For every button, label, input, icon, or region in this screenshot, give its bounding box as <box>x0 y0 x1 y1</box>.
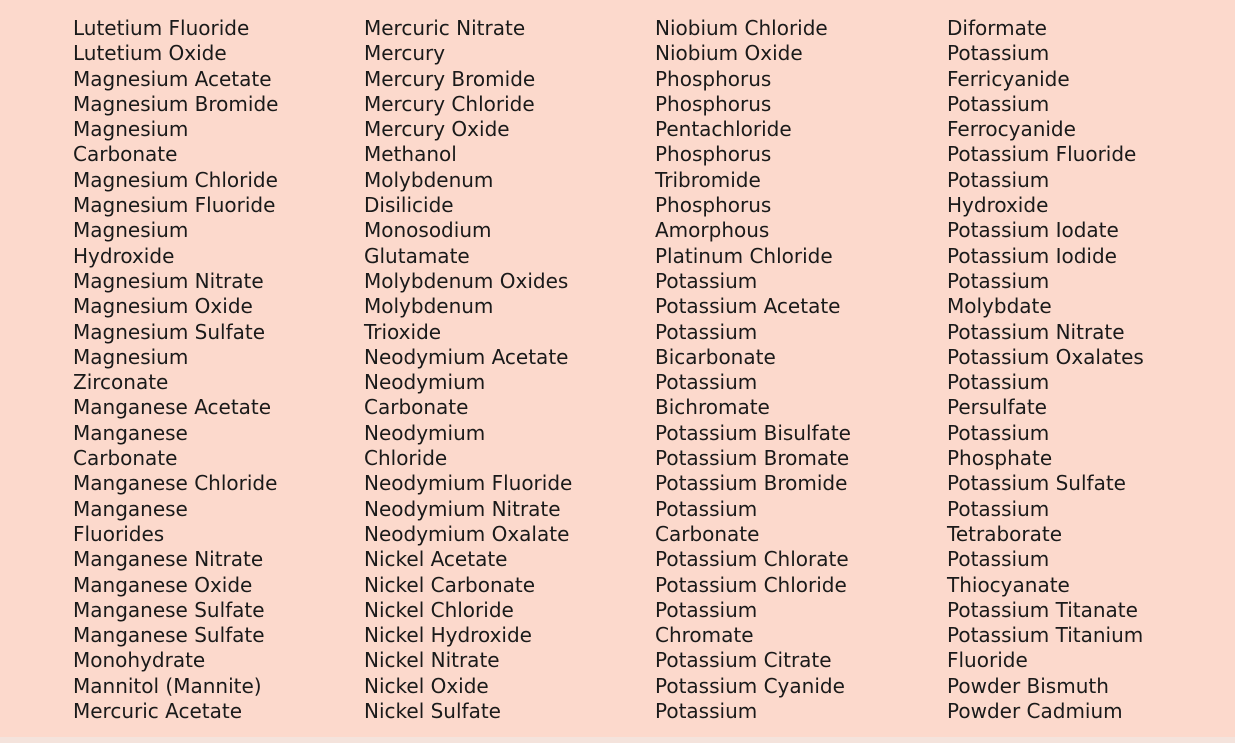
chemical-list-line: Potassium <box>947 167 1050 192</box>
chemical-list-line: Molybdate <box>947 294 1052 319</box>
chemical-list-line: Neodymium Oxalate <box>364 521 570 546</box>
chemical-list-line: Powder Cadmium <box>947 699 1123 724</box>
chemical-column-2 <box>364 16 572 724</box>
chemical-list-line: Manganese Acetate <box>73 395 272 420</box>
chemical-list-line: Potassium Chloride <box>655 572 847 597</box>
chemical-list-line: Potassium Iodide <box>947 243 1117 268</box>
chemical-list-line: Tetraborate <box>947 521 1062 546</box>
chemical-list-line: Potassium <box>947 91 1050 116</box>
chemical-list-line: Diformate <box>947 16 1047 40</box>
chemical-list-line: Potassium Oxalates <box>947 344 1144 369</box>
chemical-list-line: Magnesium <box>73 117 189 142</box>
chemical-column-3 <box>655 16 851 724</box>
chemical-list-line: Bichromate <box>655 395 770 420</box>
chemical-list-line: Fluoride <box>947 648 1028 673</box>
chemical-list-line: Zirconate <box>73 370 169 395</box>
chemical-list-line: Magnesium <box>73 218 189 243</box>
chemical-list-line: Potassium <box>655 699 758 724</box>
chemical-list-line: Ferricyanide <box>947 66 1070 91</box>
chemical-list-line: Manganese Sulfate <box>73 597 265 622</box>
chemical-list-line: Molybdenum <box>364 167 494 192</box>
chemical-list-line: Neodymium Nitrate <box>364 496 561 521</box>
chemical-list-line: Potassium Bromide <box>655 471 848 496</box>
chemical-list-line: Molybdenum <box>364 294 494 319</box>
chemical-list-line: Chromate <box>655 623 754 648</box>
chemical-list-line: Phosphorus <box>655 193 772 218</box>
chemical-list-line: Magnesium Oxide <box>73 294 253 319</box>
chemical-list-line: Potassium <box>655 496 758 521</box>
chemical-list-line: Manganese <box>73 496 188 521</box>
chemical-list-line: Manganese Chloride <box>73 471 278 496</box>
chemical-list-line: Potassium Citrate <box>655 648 832 673</box>
chemical-list-line: Mercury Bromide <box>364 66 536 91</box>
chemical-list-line: Carbonate <box>655 521 760 546</box>
chemical-list-line: Potassium <box>947 370 1050 395</box>
chemical-list-line: Magnesium Bromide <box>73 91 279 116</box>
chemical-list-line: Nickel Chloride <box>364 597 514 622</box>
chemical-list-line: Lutetium Fluoride <box>73 16 250 40</box>
chemical-list-line: Carbonate <box>73 142 178 167</box>
chemical-column-4 <box>947 16 1144 724</box>
chemical-list-line: Ferrocyanide <box>947 117 1076 142</box>
chemical-list-line: Chloride <box>364 446 448 471</box>
chemical-list-line: Molybdenum Oxides <box>364 268 569 293</box>
chemical-list-line: Amorphous <box>655 218 770 243</box>
chemical-list-line: Manganese <box>73 420 188 445</box>
chemical-list-line: Potassium <box>947 268 1050 293</box>
chemical-list-line: Magnesium Chloride <box>73 167 278 192</box>
chemical-list-line: Pentachloride <box>655 117 792 142</box>
chemical-list-line: Glutamate <box>364 243 470 268</box>
chemical-list-line: Potassium Bisulfate <box>655 420 851 445</box>
chemical-list-line: Mercuric Acetate <box>73 699 243 724</box>
chemical-list-line: Fluorides <box>73 521 165 546</box>
chemical-list-line: Thiocyanate <box>947 572 1070 597</box>
chemical-list-line: Potassium Chlorate <box>655 547 849 572</box>
chemical-list-line: Potassium <box>655 319 758 344</box>
chemical-list-line: Neodymium <box>364 420 486 445</box>
chemical-list-line: Powder Bismuth <box>947 673 1109 698</box>
chemical-list-line: Phosphorus <box>655 91 772 116</box>
chemical-list-line: Nickel Carbonate <box>364 572 536 597</box>
chemical-list-line: Potassium Iodate <box>947 218 1119 243</box>
chemical-list-line: Nickel Oxide <box>364 673 489 698</box>
chemical-list-line: Potassium Titanate <box>947 597 1138 622</box>
chemical-list-line: Neodymium <box>364 370 486 395</box>
chemical-list-line: Potassium <box>655 268 758 293</box>
chemical-list-line: Manganese Oxide <box>73 572 253 597</box>
chemical-list-line: Potassium <box>947 41 1050 66</box>
chemical-list-line: Neodymium Fluoride <box>364 471 573 496</box>
chemical-list-line: Monohydrate <box>73 648 206 673</box>
chemical-list-line: Niobium Oxide <box>655 41 803 66</box>
chemical-list-line: Magnesium <box>73 344 189 369</box>
chemical-list-line: Potassium Sulfate <box>947 471 1126 496</box>
chemical-list-line: Methanol <box>364 142 457 167</box>
chemical-list-line: Mercury Chloride <box>364 91 535 116</box>
chemical-list-line: Nickel Hydroxide <box>364 623 532 648</box>
chemical-list-line: Disilicide <box>364 193 454 218</box>
chemical-list-line: Platinum Chloride <box>655 243 833 268</box>
chemical-list-line: Magnesium Nitrate <box>73 268 264 293</box>
chemical-list-line: Potassium Cyanide <box>655 673 845 698</box>
chemical-list-line: Phosphorus <box>655 142 772 167</box>
chemical-list-line: Potassium Bromate <box>655 446 850 471</box>
chemical-list-line: Potassium <box>655 597 758 622</box>
chemical-list-line: Potassium <box>947 547 1050 572</box>
chemical-list-line: Potassium Acetate <box>655 294 841 319</box>
chemical-list-line: Nickel Sulfate <box>364 699 501 724</box>
chemical-list-line: Potassium Titanium <box>947 623 1144 648</box>
chemical-list-line: Nickel Nitrate <box>364 648 500 673</box>
chemical-list-line: Manganese Sulfate <box>73 623 265 648</box>
chemical-list-line: Potassium Fluoride <box>947 142 1137 167</box>
chemical-list-line: Carbonate <box>73 446 178 471</box>
chemical-list-line: Magnesium Acetate <box>73 66 272 91</box>
chemical-list-line: Trioxide <box>364 319 442 344</box>
chemical-list-line: Mercuric Nitrate <box>364 16 526 40</box>
chemical-list-line: Potassium <box>655 370 758 395</box>
chemical-list-line: Phosphate <box>947 446 1053 471</box>
chemical-list-line: Lutetium Oxide <box>73 41 227 66</box>
chemical-list-line: Bicarbonate <box>655 344 776 369</box>
chemical-list-line: Neodymium Acetate <box>364 344 569 369</box>
chemical-column-1 <box>73 16 278 724</box>
chemical-list-line: Tribromide <box>655 167 761 192</box>
chemical-list-line: Mercury Oxide <box>364 117 510 142</box>
chemical-list-line: Hydroxide <box>947 193 1049 218</box>
chemical-list-line: Nickel Acetate <box>364 547 508 572</box>
chemical-list-line: Phosphorus <box>655 66 772 91</box>
chemical-list-line: Hydroxide <box>73 243 175 268</box>
chemical-list-line: Monosodium <box>364 218 492 243</box>
chemical-list-line: Magnesium Sulfate <box>73 319 266 344</box>
chemical-list-line: Manganese Nitrate <box>73 547 264 572</box>
chemical-list-line: Mannitol (Mannite) <box>73 673 262 698</box>
chemical-list-line: Carbonate <box>364 395 469 420</box>
chemical-list-line: Potassium Nitrate <box>947 319 1125 344</box>
chemical-list-line: Magnesium Fluoride <box>73 193 276 218</box>
chemical-list-line: Persulfate <box>947 395 1047 420</box>
chemical-list-line: Niobium Chloride <box>655 16 828 40</box>
chemical-list-line: Potassium <box>947 496 1050 521</box>
chemical-list-line: Potassium <box>947 420 1050 445</box>
chemical-list-line: Mercury <box>364 41 446 66</box>
